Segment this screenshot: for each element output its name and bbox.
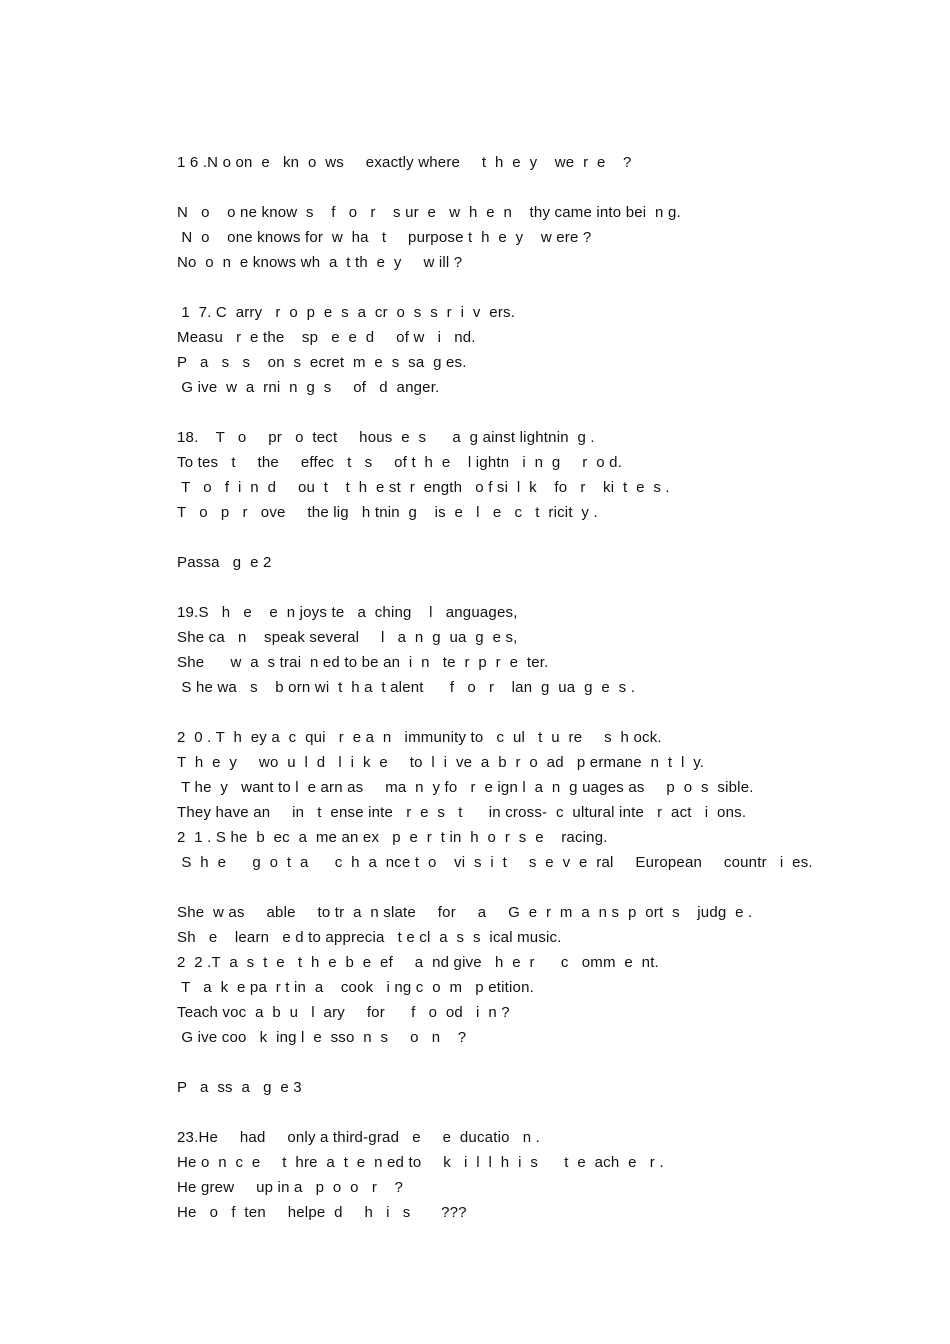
text-line (177, 275, 877, 300)
text-line: 1 6 .N o on e kn o ws exactly where t h e y we r e ? (177, 154, 632, 171)
text-line: He o n c e t hre a t e n ed to k i l l h i s t e ach e r . (177, 1154, 664, 1171)
text-line: She w a s trai n ed to be an i n te r p r e ter. (177, 654, 549, 671)
text-line: T he y want to l e arn as ma n y fo r e ign l a n g uages as p o s sible. (177, 779, 754, 796)
text-line: 2 0 . T h ey a c qui r e a n immunity to c ul t u re s h ock. (177, 729, 662, 746)
text-line: Teach voc a b u l ary for f o od i n ? (177, 1004, 510, 1021)
text-line: 23.He had only a third-grad e e ducatio n . (177, 1129, 541, 1146)
text-line: No o n e knows wh a t th e y w ill ? (177, 254, 463, 271)
text-line (177, 175, 877, 200)
text-line: G ive w a rni n g s of d anger. (177, 379, 440, 396)
text-line: S he wa s b orn wi t h a t alent f o r lan g ua g e s . (177, 679, 636, 696)
text-line (177, 1050, 877, 1075)
text-line (177, 400, 877, 425)
text-line: 2 2 .T a s t e t h e b e ef a nd give h e r c omm e nt. (177, 954, 659, 971)
text-line: N o o ne know s f o r s ur e w h e n thy came into bei n g. (177, 204, 681, 221)
text-line (177, 1100, 877, 1125)
document-page (177, 150, 877, 1225)
text-line: 18. T o pr o tect hous e s a g ainst lightnin g . (177, 429, 595, 446)
text-line: T o p r ove the lig h tnin g is e l e c t ricit y . (177, 504, 598, 521)
text-line: 2 1 . S he b ec a me an ex p e r t in h o r s e racing. (177, 829, 608, 846)
text-line (177, 525, 877, 550)
text-line (177, 700, 877, 725)
text-line: 1 7. C arry r o p e s a cr o s s r i v ers. (177, 304, 516, 321)
text-line: She w as able to tr a n slate for a G e r m a n s p ort s judg e . (177, 904, 753, 921)
section-heading: P a ss a g e 3 (177, 1079, 302, 1096)
section-heading: Passa g e 2 (177, 554, 272, 571)
text-line: Sh e learn e d to apprecia t e cl a s s ical music. (177, 929, 562, 946)
text-line: He grew up in a p o o r ? (177, 1179, 404, 1196)
text-line: T a k e pa r t in a cook i ng c o m p etition. (177, 979, 535, 996)
text-line: T h e y wo u l d l i k e to l i ve a b r o ad p ermane n t l y. (177, 754, 705, 771)
text-line: They have an in t ense inte r e s t in cross- c ultural inte r act i ons. (177, 804, 747, 821)
text-line: She ca n speak several l a n g ua g e s, (177, 629, 518, 646)
text-line: To tes t the effec t s of t h e l ightn i n g r o d. (177, 454, 623, 471)
text-line: T o f i n d ou t t h e st r ength o f si l k fo r ki t e s . (177, 479, 670, 496)
text-line: Measu r e the sp e e d of w i nd. (177, 329, 476, 346)
text-line (177, 575, 877, 600)
text-line: P a s s on s ecret m e s sa g es. (177, 354, 467, 371)
text-line: He o f ten helpe d h i s ??? (177, 1204, 467, 1221)
text-line: G ive coo k ing l e sso n s o n ? (177, 1029, 467, 1046)
text-line: S h e g o t a c h a nce t o vi s i t s e v e ral European countr i es. (177, 854, 813, 871)
text-line (177, 875, 877, 900)
text-line: N o one knows for w ha t purpose t h e y w ere ? (177, 229, 592, 246)
text-line: 19.S h e e n joys te a ching l anguages, (177, 604, 518, 621)
